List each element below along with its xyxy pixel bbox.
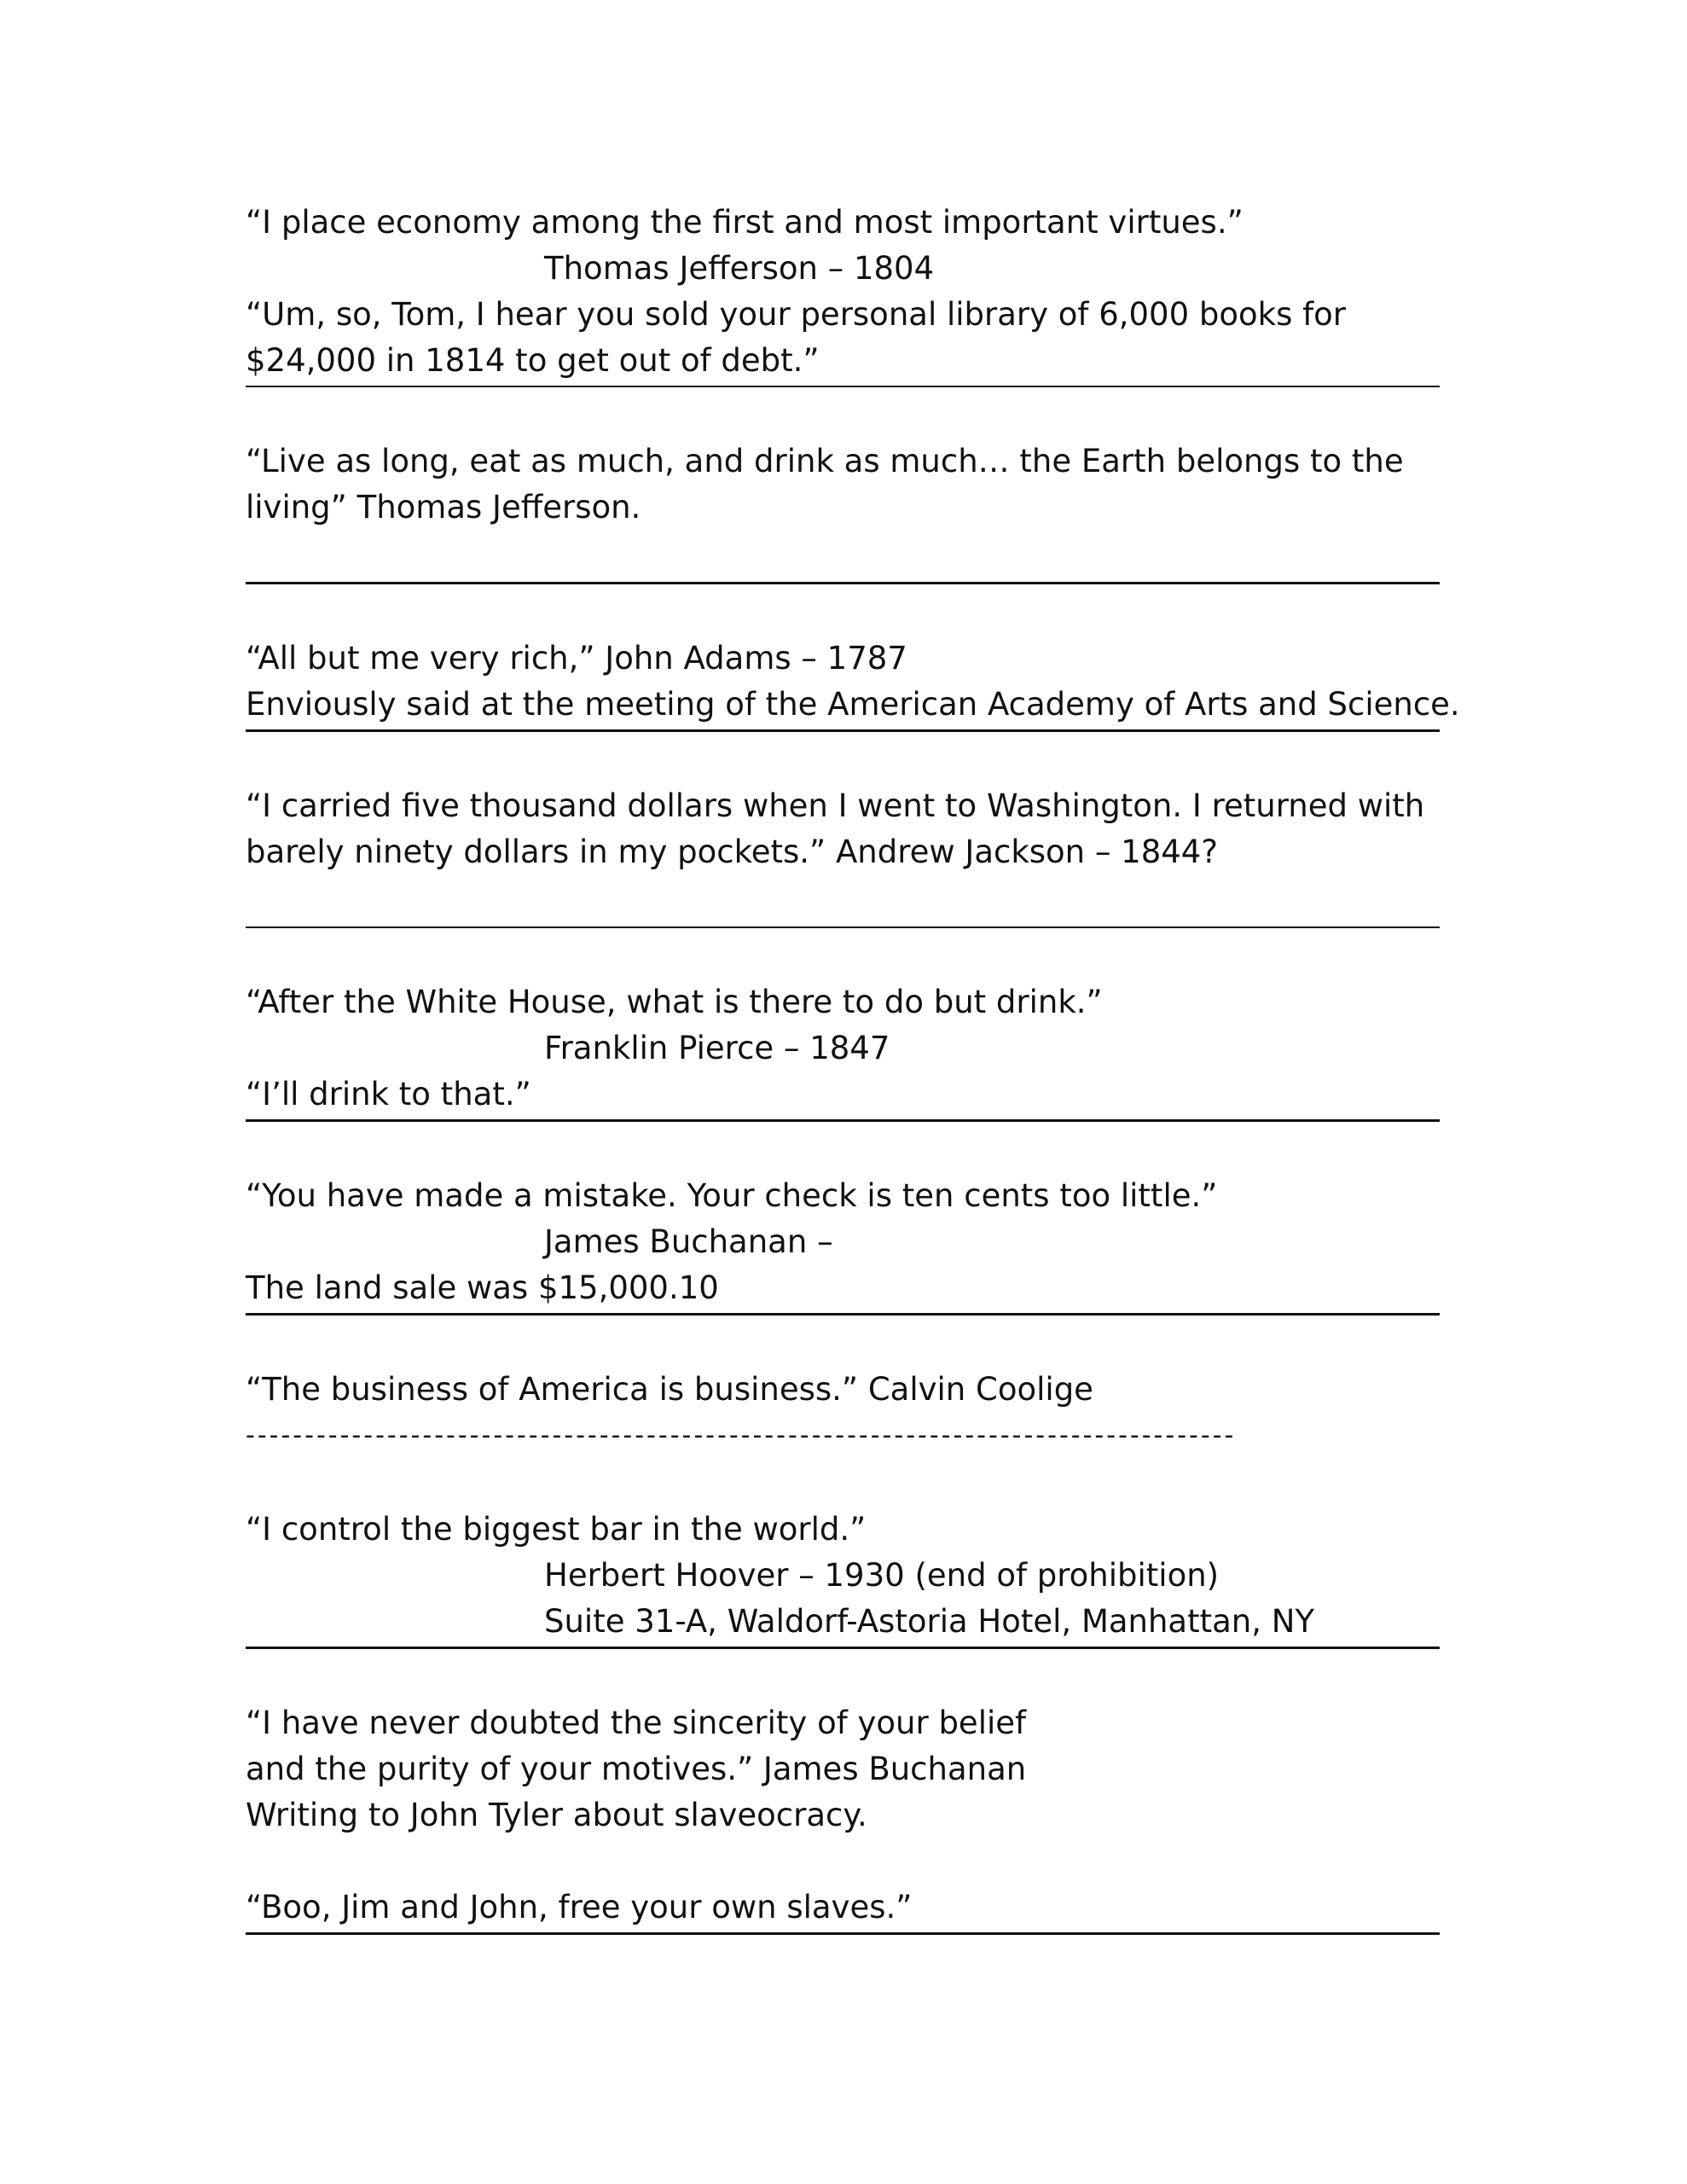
dashed-divider: ------------------------------------------------------------------------------------ (246, 1420, 1237, 1450)
quote-block-jackson (246, 783, 1440, 875)
quote-attribution: Thomas Jefferson – 1804 (544, 250, 935, 287)
quote-text: barely ninety dollars in my pockets.” Andrew Jackson – 1844? (246, 834, 1218, 870)
quote-text: living” Thomas Jefferson. (246, 489, 641, 526)
quote-text: “Live as long, eat as much, and drink as much… the Earth belongs to the (246, 443, 1404, 479)
quote-block-jefferson-living (246, 439, 1440, 531)
quote-location: Suite 31-A, Waldorf-Astoria Hotel, Manhattan, NY (544, 1603, 1315, 1640)
quote-block-hoover (246, 1507, 1440, 1645)
commentary-text: Enviously said at the meeting of the American Academy of Arts and Science. (246, 686, 1460, 723)
quote-block-adams (246, 636, 1460, 728)
quote-block-coolidge (246, 1367, 1440, 1459)
commentary-text: The land sale was $15,000.10 (246, 1269, 719, 1306)
commentary-text: $24,000 in 1814 to get out of debt.” (246, 342, 820, 379)
quote-attribution: Herbert Hoover – 1930 (end of prohibition) (544, 1557, 1220, 1594)
quote-text: “I place economy among the first and most important virtues.” (246, 204, 1244, 241)
quote-block-jefferson-economy (246, 200, 1440, 384)
quote-text: “I carried five thousand dollars when I went to Washington. I returned with (246, 787, 1425, 824)
quote-text: and the purity of your motives.” James Buchanan (246, 1751, 1027, 1787)
quote-text: “You have made a mistake. Your check is ten cents too little.” (246, 1177, 1218, 1214)
quote-block-pierce (246, 979, 1440, 1118)
quote-text: “All but me very rich,” John Adams – 1787 (246, 640, 907, 677)
divider-line (246, 1932, 1440, 1935)
quote-text: “After the White House, what is there to do but drink.” (246, 984, 1103, 1020)
quote-text: “The business of America is business.” Calvin Coolige (246, 1371, 1093, 1408)
quote-text: “I have never doubted the sincerity of your belief (246, 1705, 1027, 1741)
quote-attribution: James Buchanan – (544, 1223, 833, 1260)
commentary-text: “Um, so, Tom, I hear you sold your personal library of 6,000 books for (246, 296, 1346, 333)
quote-block-buchanan-tyler (246, 1700, 1440, 1931)
document-page (246, 200, 1460, 1935)
quote-attribution: Franklin Pierce – 1847 (544, 1030, 890, 1066)
commentary-text: “Boo, Jim and John, free your own slaves.” (246, 1889, 913, 1926)
commentary-text: Writing to John Tyler about slaveocracy. (246, 1797, 867, 1833)
commentary-text: “I’ll drink to that.” (246, 1076, 531, 1112)
quote-block-buchanan-check (246, 1173, 1440, 1311)
quote-text: “I control the biggest bar in the world.” (246, 1511, 867, 1548)
